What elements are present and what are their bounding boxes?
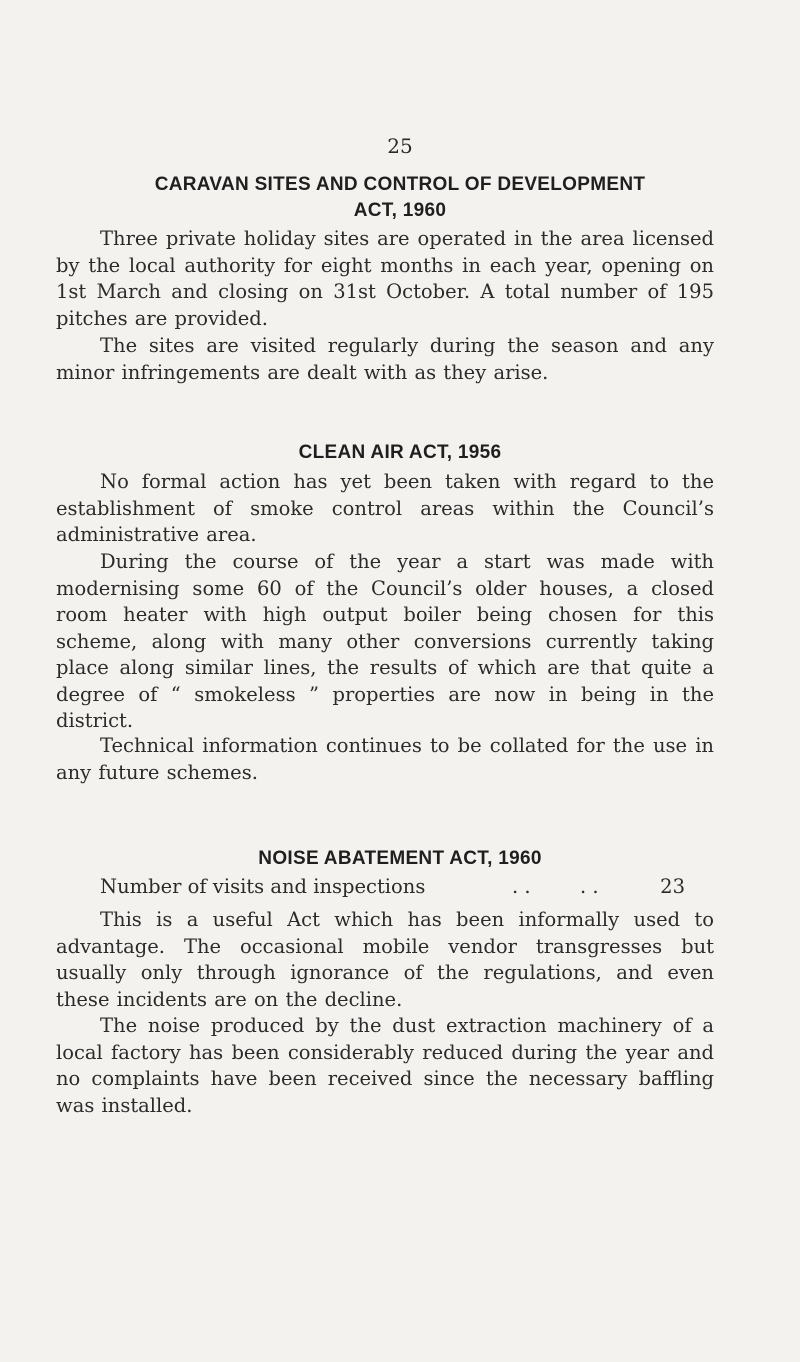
leader-dots: . . — [512, 875, 531, 898]
page-number: 25 — [387, 134, 413, 158]
visits-label: Number of visits and inspections — [100, 875, 426, 898]
caravan-paragraph-1: Three private holiday sites are operated in the area licensed by the local authority for eight months in each year, opening on 1st March and closing on 31st October. A total number of 195 pitches are provided. — [56, 227, 714, 330]
caravan-paragraph-2: The sites are visited regularly during the season and any minor infringements are dealt with as they arise. — [56, 334, 714, 384]
clean-air-paragraph-2: During the course of the year a start was made with modernising some 60 of the Council’s older houses, a closed room heater with high output boiler being chosen for this scheme, along with many other conversions currently taking place along similar lines, the results of which are that quite a degree of “ smokeless ” properties are now in being in the district. — [56, 550, 714, 732]
noise-paragraph-1: This is a useful Act which has been informally used to advantage. The occasional mobile vendor transgresses but usually only through ignorance of the regulations, and even these incidents are on the decline. — [56, 908, 714, 1011]
caravan-heading-line1: CARAVAN SITES AND CONTROL OF DEVELOPMENT — [154, 174, 646, 195]
noise-paragraph-2: The noise produced by the dust extraction machinery of a local factory has been considerably reduced during the year and no complaints have been received since the necessary baffling was installed. — [56, 1014, 714, 1117]
noise-heading: NOISE ABATEMENT ACT, 1960 — [258, 848, 542, 869]
clean-air-paragraph-3: Technical information continues to be collated for the use in any future schemes. — [56, 734, 714, 784]
visits-value: 23 — [660, 875, 685, 898]
caravan-heading-line2: ACT, 1960 — [353, 200, 447, 221]
leader-dots: . . — [580, 875, 599, 898]
clean-air-heading: CLEAN AIR ACT, 1956 — [298, 442, 502, 463]
clean-air-paragraph-1: No formal action has yet been taken with regard to the establishment of smoke control areas within the Council’s administrative area. — [56, 470, 714, 546]
